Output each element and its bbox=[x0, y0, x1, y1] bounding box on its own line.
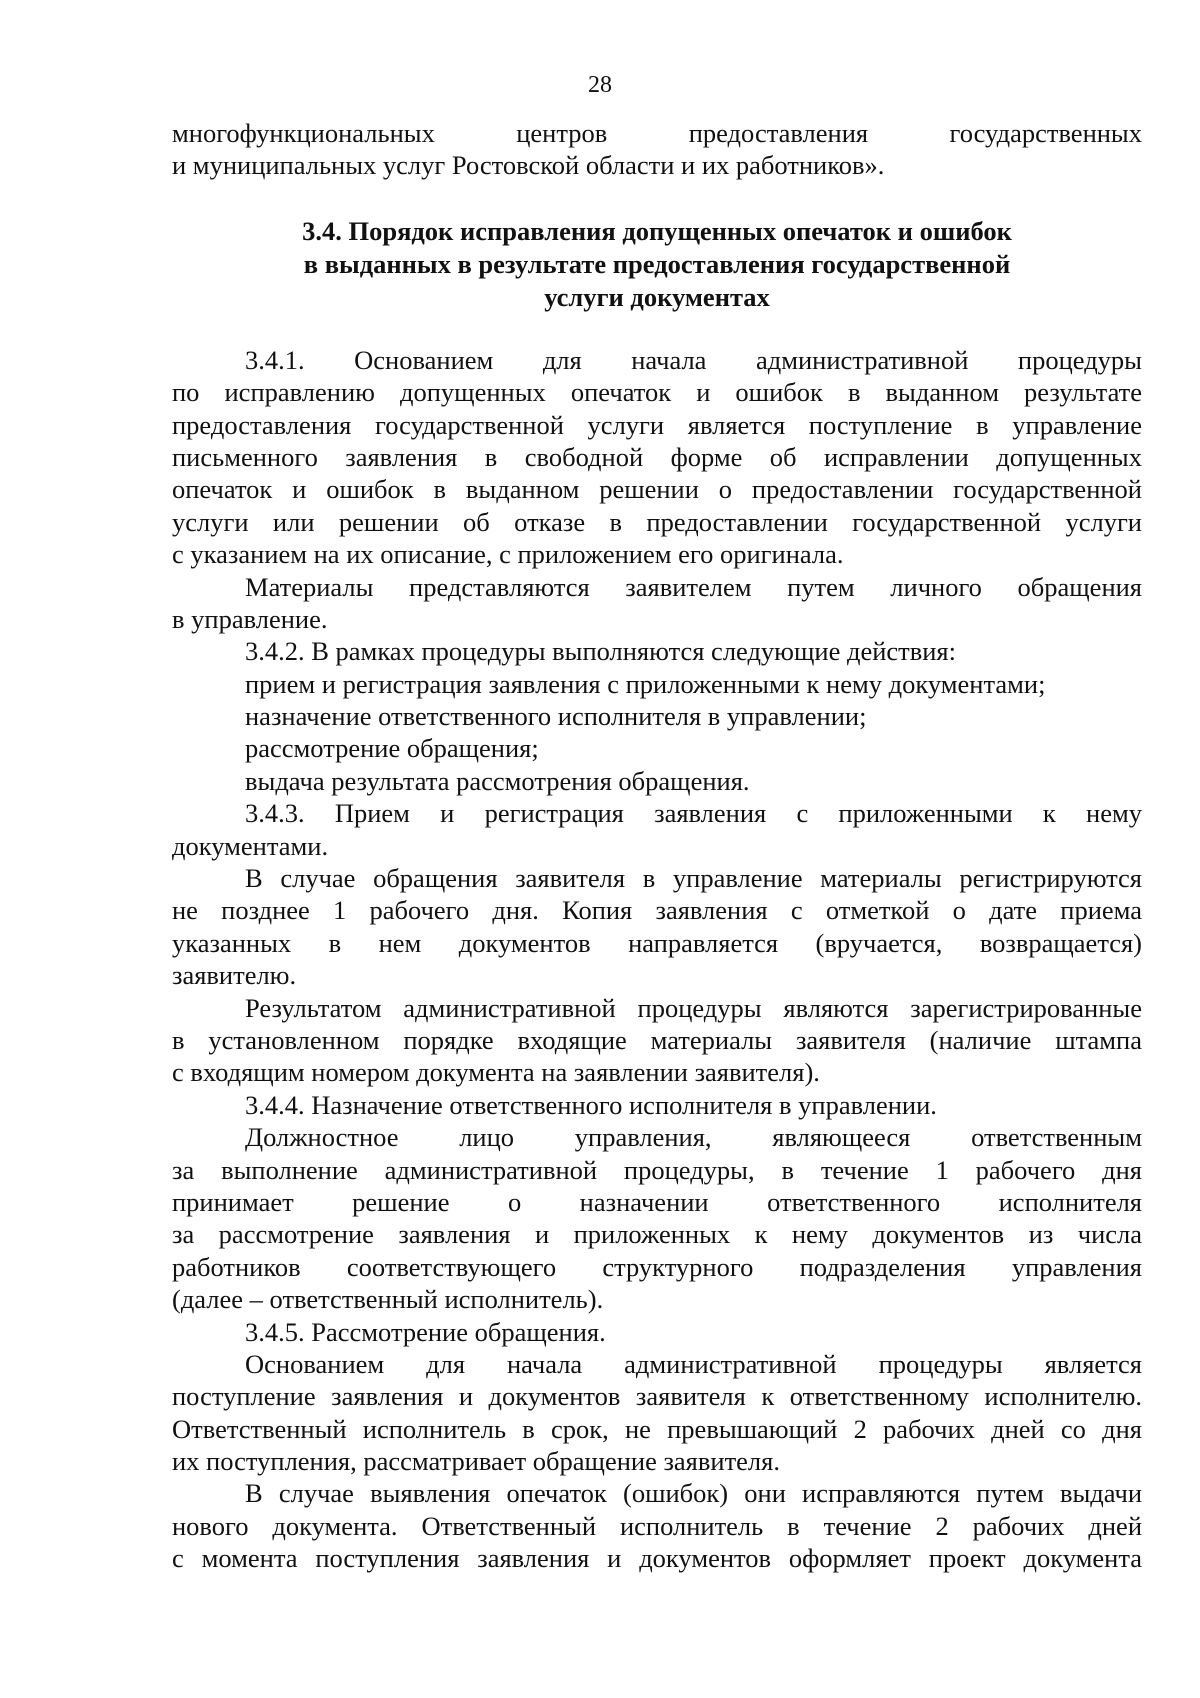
text-line: не позднее 1 рабочего дня. Копия заявления с отметкой о дате приема bbox=[172, 895, 1142, 926]
text-line: предоставления государственной услуги является поступление в управление bbox=[172, 409, 1142, 440]
text-line: 3.4.2. В рамках процедуры выполняются следующие действия: bbox=[245, 636, 956, 667]
text-line: заявителю. bbox=[172, 960, 297, 991]
text-line: многофункциональных центров предоставления государственных bbox=[172, 118, 1142, 148]
text-line: Ответственный исполнитель в срок, не превышающий 2 рабочих дней со дня bbox=[172, 1413, 1142, 1444]
text-line: по исправлению допущенных опечаток и ошибок в выданном результате bbox=[172, 377, 1142, 408]
text-line: их поступления, рассматривает обращение заявителя. bbox=[172, 1446, 780, 1477]
text-line: за выполнение административной процедуры, в течение 1 рабочего дня bbox=[172, 1154, 1142, 1185]
text-line: 3.4.1. Основанием для начала административной процедуры bbox=[245, 344, 1142, 375]
heading-line: в выданных в результате предоставления государственной bbox=[303, 248, 1011, 279]
text-line: с входящим номером документа на заявлении заявителя). bbox=[172, 1057, 820, 1088]
page-number: 28 bbox=[588, 72, 612, 98]
text-line: услуги или решении об отказе в предоставлении государственной услуги bbox=[172, 506, 1142, 537]
document-body bbox=[172, 117, 1142, 1575]
text-line: Результатом административной процедуры являются зарегистрированные bbox=[245, 992, 1142, 1023]
text-line: принимает решение о назначении ответственного исполнителя bbox=[172, 1186, 1142, 1217]
text-line: Основанием для начала административной процедуры является bbox=[245, 1348, 1142, 1379]
text-line: опечаток и ошибок в выданном решении о предоставлении государственной bbox=[172, 474, 1142, 505]
text-line: выдача результата рассмотрения обращения. bbox=[245, 765, 750, 796]
text-line: указанных в нем документов направляется (вручается, возвращается) bbox=[172, 927, 1142, 958]
text-line: рассмотрение обращения; bbox=[245, 733, 539, 764]
heading-line: 3.4. Порядок исправления допущенных опечаток и ошибок bbox=[302, 215, 1012, 246]
text-line: В случае выявления опечаток (ошибок) они исправляются путем выдачи bbox=[245, 1478, 1142, 1509]
text-line: 3.4.3. Прием и регистрация заявления с приложенными к нему bbox=[245, 798, 1142, 829]
section-text bbox=[172, 344, 1142, 1575]
text-line: назначение ответственного исполнителя в управлении; bbox=[245, 701, 867, 732]
text-line: прием и регистрация заявления с приложенными к нему документами; bbox=[245, 668, 1046, 699]
text-line: 3.4.5. Рассмотрение обращения. bbox=[245, 1316, 606, 1347]
text-line: за рассмотрение заявления и приложенных к нему документов из числа bbox=[172, 1219, 1142, 1250]
text-line: письменного заявления в свободной форме об исправлении допущенных bbox=[172, 441, 1142, 472]
text-line: с указанием на их описание, с приложением его оригинала. bbox=[172, 539, 844, 570]
text-line: 3.4.4. Назначение ответственного исполнителя в управлении. bbox=[245, 1089, 937, 1120]
text-line: в управление. bbox=[172, 603, 328, 634]
text-line: В случае обращения заявителя в управление материалы регистрируются bbox=[245, 863, 1142, 894]
text-line: с момента поступления заявления и документов оформляет проект документа bbox=[172, 1543, 1142, 1574]
text-line: поступление заявления и документов заявителя к ответственному исполнителю. bbox=[172, 1381, 1142, 1412]
text-line: (далее – ответственный исполнитель). bbox=[172, 1284, 604, 1315]
heading-line: услуги документах bbox=[544, 281, 770, 312]
text-line: в установленном порядке входящие материалы заявителя (наличие штампа bbox=[172, 1024, 1142, 1055]
text-line: нового документа. Ответственный исполнитель в течение 2 рабочих дней bbox=[172, 1510, 1142, 1541]
text-line: документами. bbox=[172, 830, 329, 861]
text-line: Материалы представляются заявителем путем личного обращения bbox=[245, 571, 1142, 602]
text-line: Должностное лицо управления, являющееся ответственным bbox=[245, 1122, 1142, 1153]
text-line: и муниципальных услуг Ростовской области и их работников». bbox=[172, 150, 885, 181]
text-line: работников соответствующего структурного подразделения управления bbox=[172, 1251, 1142, 1282]
section-heading bbox=[172, 215, 1142, 314]
